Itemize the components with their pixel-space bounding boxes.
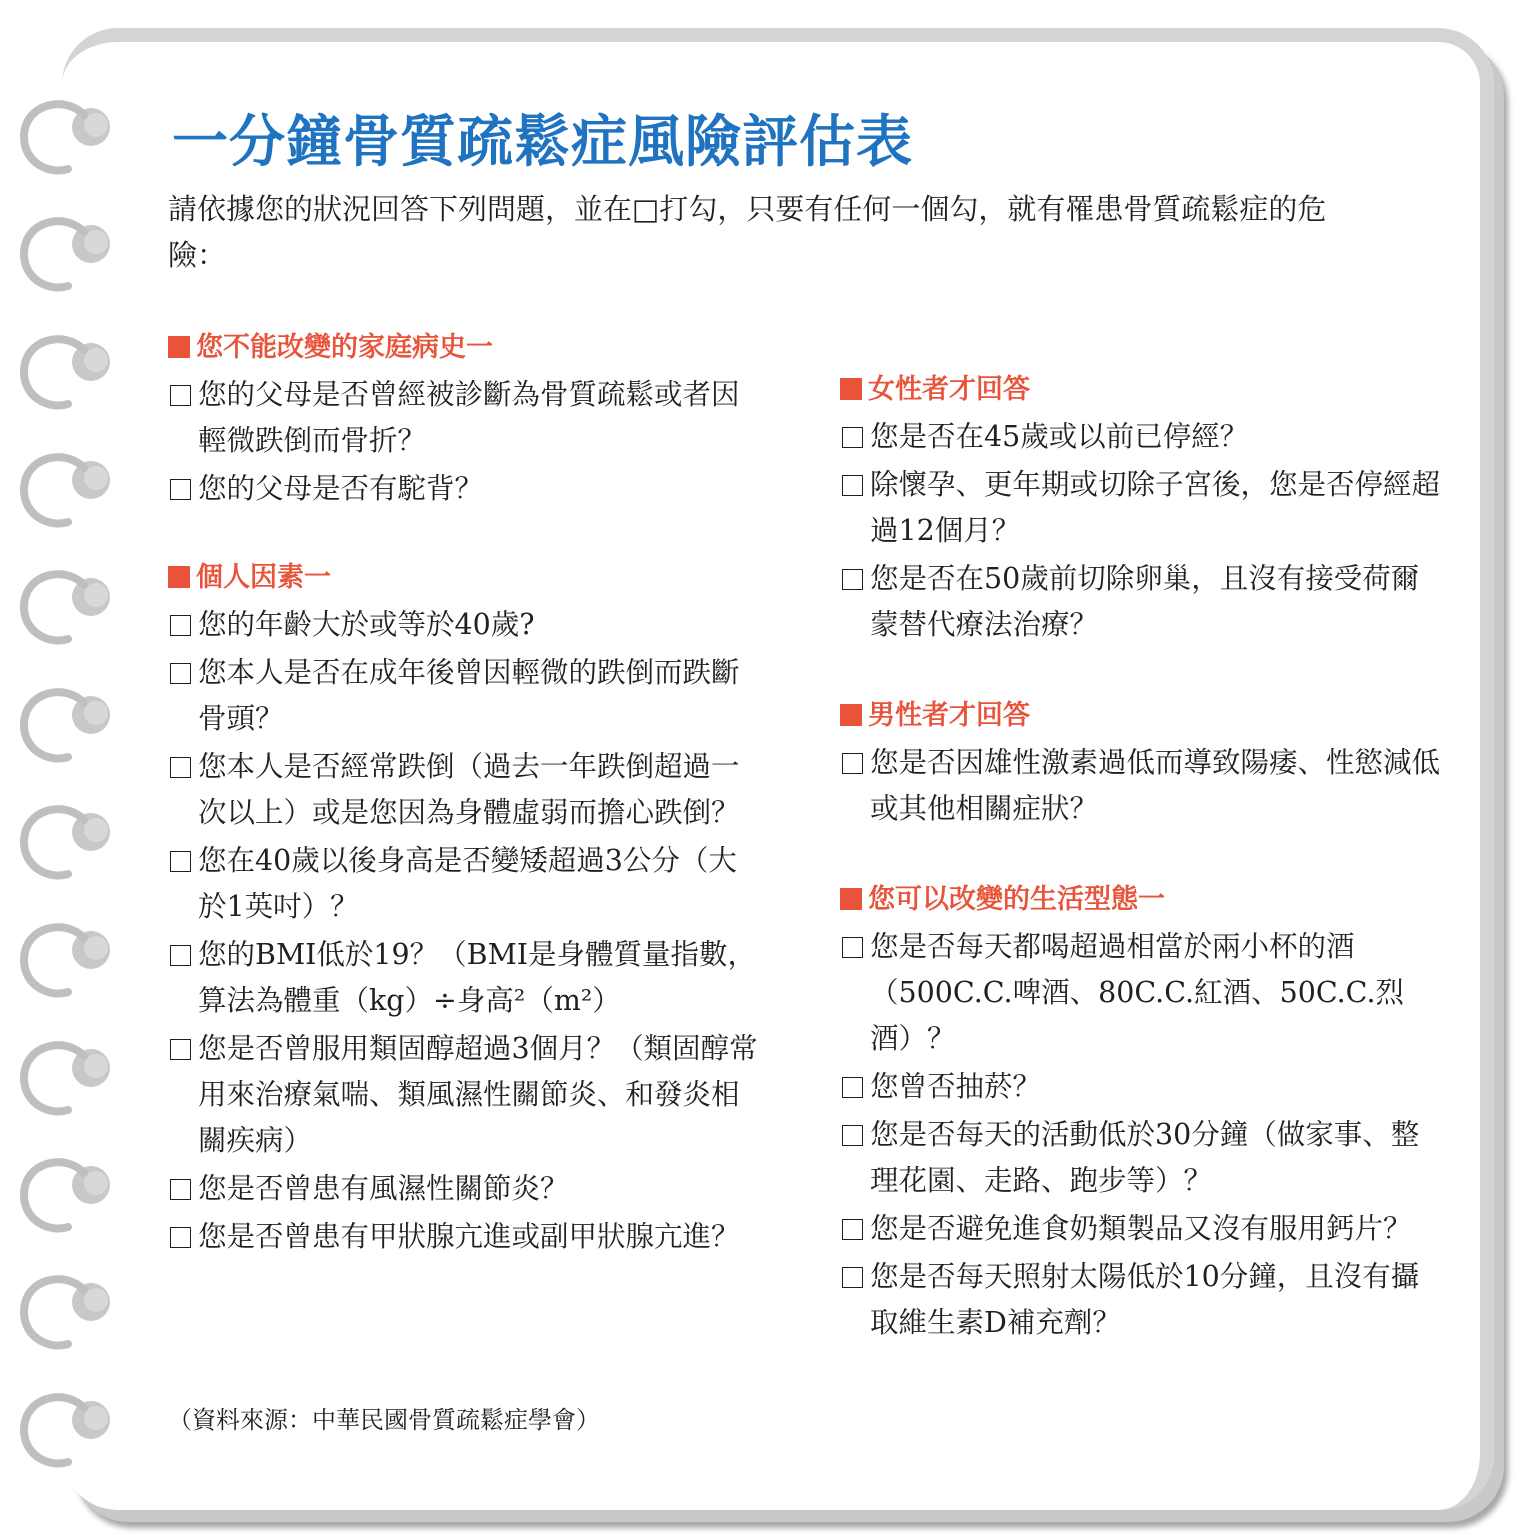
question-text: 您的父母是否有駝背？ [198,472,484,505]
checkbox[interactable] [170,385,191,406]
binder-ring-icon [16,1388,116,1470]
checkbox[interactable] [842,937,863,958]
binder-ring-icon [16,800,116,882]
question-text: 您是否每天照射太陽低於10分鐘，且沒有攝取維生素D補充劑？ [870,1260,1420,1339]
binder-ring-icon [16,95,116,177]
question-text: 您本人是否經常跌倒（過去一年跌倒超過一次以上）或是您因為身體虛弱而擔心跌倒？ [198,750,740,829]
question-text: 您的年齡大於或等於40歲? [198,608,535,641]
square-bullet-icon [840,378,862,400]
question-text: 您是否曾患有風濕性關節炎？ [198,1172,569,1205]
spiral-binding [0,0,140,1534]
question-item [840,924,1440,1062]
square-bullet-icon [168,566,190,588]
question-text: 除懷孕、更年期或切除子宮後，您是否停經超過12個月？ [870,468,1441,547]
binder-ring-icon [16,918,116,1000]
section-heading [168,556,758,600]
question-text: 您的父母是否曾經被診斷為骨質疏鬆或者因輕微跌倒而骨折？ [198,378,740,457]
question-text: 您的BMI低於19？（BMI是身體質量指數，算法為體重（kg）÷身高²（m²） [198,938,757,1017]
question-item [168,838,758,930]
section-heading-label: 男性者才回答 [868,700,1030,731]
section-heading-label: 女性者才回答 [868,374,1030,405]
question-text: 您是否在50歲前切除卵巢，且沒有接受荷爾蒙替代療法治療？ [870,562,1420,641]
question-item [168,650,758,742]
question-section [840,368,1440,648]
section-heading-label: 您可以改變的生活型態一 [868,884,1165,915]
question-item [168,372,758,464]
checkbox[interactable] [170,1227,191,1248]
checkbox[interactable] [842,1219,863,1240]
checkbox[interactable] [842,427,863,448]
question-text: 您是否因雄性激素過低而導致陽痿、性慾減低或其他相關症狀？ [870,746,1441,825]
question-text: 您是否每天的活動低於30分鐘（做家事、整理花園、走路、跑步等）？ [870,1118,1420,1197]
checkbox[interactable] [170,945,191,966]
question-item [840,462,1440,554]
checkbox[interactable] [842,753,863,774]
question-item [840,740,1440,832]
question-item [840,1206,1440,1252]
checkbox[interactable] [842,569,863,590]
binder-ring-icon [16,212,116,294]
question-item [168,1026,758,1164]
question-item [168,602,758,648]
section-heading [840,694,1440,738]
question-item [840,1112,1440,1204]
section-heading [168,326,758,370]
question-section [840,694,1440,832]
binder-ring-icon [16,330,116,412]
question-item [168,1214,758,1260]
question-item [168,1166,758,1212]
section-heading [840,878,1440,922]
left-column [168,326,758,1304]
question-item [840,556,1440,648]
checkbox[interactable] [170,479,191,500]
checkbox[interactable] [170,851,191,872]
checkbox[interactable] [170,757,191,778]
intro-text: 請依據您的狀況回答下列問題，並在□打勾，只要有任何一個勾，就有罹患骨質疏鬆症的危險： [168,192,1327,272]
binder-ring-icon [16,565,116,647]
question-text: 您是否曾服用類固醇超過3個月？（類固醇常用來治療氣喘、類風濕性關節炎、和發炎相關疾病） [198,1032,758,1157]
question-text: 您是否每天都喝超過相當於兩小杯的酒（500C.C.啤酒、80C.C.紅酒、50C.C.烈酒）？ [870,930,1405,1055]
section-heading-label: 您不能改變的家庭病史一 [196,332,493,363]
question-item [840,1254,1440,1346]
question-item [168,466,758,512]
binder-ring-icon [16,1270,116,1352]
question-section [840,878,1440,1346]
checkbox[interactable] [170,1039,191,1060]
square-bullet-icon [840,704,862,726]
square-bullet-icon [168,336,190,358]
question-section [168,326,758,512]
checkbox[interactable] [842,1077,863,1098]
source-note: （資料來源：中華民國骨質疏鬆症學會） [168,1406,600,1434]
checkbox[interactable] [170,1179,191,1200]
square-bullet-icon [840,888,862,910]
question-text: 您本人是否在成年後曾因輕微的跌倒而跌斷骨頭？ [198,656,740,735]
page-title: 一分鐘骨質疏鬆症風險評估表 [172,110,913,175]
binder-ring-icon [16,448,116,530]
question-item [168,744,758,836]
question-item [840,414,1440,460]
checkbox[interactable] [842,1125,863,1146]
section-heading-label: 個人因素一 [196,562,331,593]
question-section [168,556,758,1260]
question-text: 您是否在45歲或以前已停經？ [870,420,1249,453]
question-text: 您曾否抽菸？ [870,1070,1042,1103]
question-item [840,1064,1440,1110]
checkbox[interactable] [842,475,863,496]
checkbox[interactable] [170,663,191,684]
question-text: 您在40歲以後身高是否變矮超過3公分（大於1英吋）？ [198,844,737,923]
checkbox[interactable] [170,615,191,636]
binder-ring-icon [16,1153,116,1235]
binder-ring-icon [16,1036,116,1118]
binder-ring-icon [16,683,116,765]
right-column [840,368,1440,1392]
question-text: 您是否曾患有甲狀腺亢進或副甲狀腺亢進？ [198,1220,740,1253]
section-heading [840,368,1440,412]
checkbox[interactable] [842,1267,863,1288]
question-text: 您是否避免進食奶類製品又沒有服用鈣片？ [870,1212,1412,1245]
question-item [168,932,758,1024]
